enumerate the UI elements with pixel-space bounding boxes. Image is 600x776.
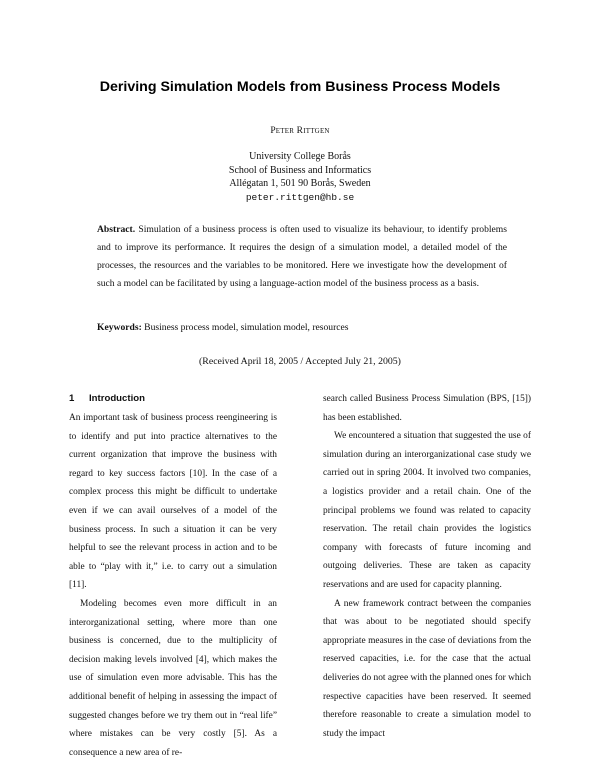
author-email[interactable]: peter.rittgen@hb.se [245,191,355,203]
affiliation-address: Allégatan 1, 501 90 Borås, Sweden [229,178,371,190]
affiliation-block [0,150,600,204]
received-dates: (Received April 18, 2005 / Accepted July 21, 2005) [199,356,401,367]
keywords-label: Keywords: [97,322,142,333]
abstract-text: Simulation of a business process is often used to visualize its behaviour, to identify problems and to improve its performance. It requires the design of a simulation model, a detailed model of the processes, the resources and the variables to be monitored. Here we investigate how the development of such a model can be facilitated by using a language-action model of the business process as a basis. [97,224,507,289]
left-column [69,390,277,762]
paragraph: search called Business Process Simulation (BPS, [15]) has been established. [323,394,531,423]
paragraph: Modeling becomes even more difficult in an interorganizational setting, where more than one business is concerned, due to the multiplicity of decision making levels involved [4], which makes the use of simulation even more advisable. This has the additional benefit of helping in assessing the impact of suggested changes before we try them out in “real life” where mistakes can be very costly [5]. As a consequence a new area of re- [69,598,277,758]
paper-title: Deriving Simulation Models from Business Process Models [99,79,501,95]
section-heading [69,390,277,408]
paragraph: An important task of business process reengineering is to identify and put into practice alternatives to the current organization that improve the business with regard to key success factors [10]. In the case of a complex process this might be difficult to undertake even if we can avail ourselves of a model of the business process. In such a situation it can be very helpful to see the relevant process in action and to be able to “play with it,” i.e. to carry out a simulation [11]. [69,413,277,591]
paragraph: We encountered a situation that suggested the use of simulation during an interorganizational case study we carried out in spring 2004. It involved two companies, a logistics provider and a retail chain. One of the principal problems we found was related to capacity reservation. The retail chain provides the logistics company with forecasts of future incoming and outgoing deliveries. These are taken as capacity reservations and are used for capacity planning. [323,431,531,590]
keywords-text: Business process model, simulation model, resources [144,322,349,333]
section-title: Introduction [89,393,145,404]
section-number: 1 [69,393,75,404]
paragraph: A new framework contract between the companies that was about to be negotiated should specify appropriate measures in the case of deviations from the reserved capacities, i.e. for the case that the actual deliveries do not agree with the planned ones for which respective capacities have been reserved. It seemed therefore reasonable to create a simulation model to study the impact [323,598,532,739]
author-name: Peter Rittgen [270,126,330,136]
keywords [97,322,507,333]
affiliation-school: School of Business and Informatics [228,164,372,176]
abstract [97,221,507,293]
abstract-label: Abstract. [97,224,136,235]
right-column [323,390,531,743]
affiliation-university: University College Borås [249,151,351,162]
